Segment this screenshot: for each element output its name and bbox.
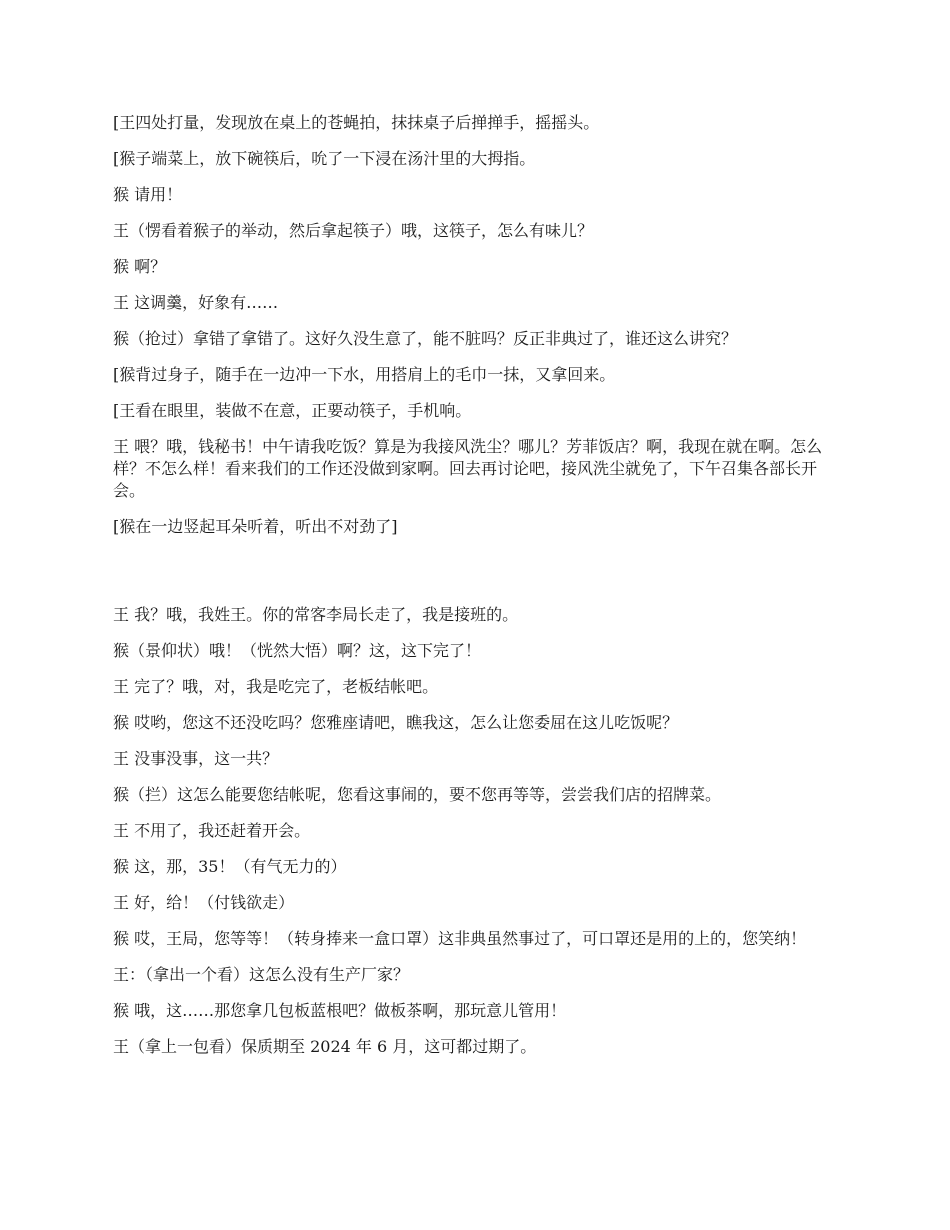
dialogue-line: 王 完了？哦，对，我是吃完了，老板结帐吧。 <box>113 677 439 696</box>
dialogue-line: 猴（抢过）拿错了拿错了。这好久没生意了，能不脏吗？反正非典过了，谁还这么讲究？ <box>113 329 738 348</box>
dialogue-line: 王 不用了，我还赶着开会。 <box>113 821 311 840</box>
stage-direction: [猴背过身子，随手在一边冲一下水，用搭肩上的毛巾一抹，又拿回来。 <box>113 365 616 384</box>
dialogue-line: 猴 请用！ <box>113 185 183 204</box>
dialogue-line: 猴 这，那，35！（有气无力的） <box>113 857 347 876</box>
section-spacer <box>113 552 843 604</box>
script-text <box>113 112 843 1072</box>
dialogue-line: 王 这调羹，好象有…… <box>113 293 279 312</box>
dialogue-line: 王 好，给！（付钱欲走） <box>113 893 295 912</box>
dialogue-line: 王：（拿出一个看）这怎么没有生产厂家？ <box>113 965 410 984</box>
dialogue-line: 猴 哎哟，您这不还没吃吗？您雅座请吧，瞧我这，怎么让您委屈在这儿吃饭呢？ <box>113 713 679 732</box>
dialogue-line: 王（拿上一包看）保质期至 2024 年 6 月，这可都过期了。 <box>113 1037 537 1056</box>
dialogue-line: 王（愣看着猴子的举动，然后拿起筷子）哦，这筷子，怎么有味儿？ <box>113 221 594 240</box>
stage-direction: [猴在一边竖起耳朵听着，听出不对劲了] <box>113 517 398 536</box>
dialogue-line: 猴（拦）这怎么能要您结帐呢，您看这事闹的，要不您再等等，尝尝我们店的招牌菜。 <box>113 785 722 804</box>
dialogue-line: 猴 哦，这……那您拿几包板蓝根吧？做板茶啊，那玩意儿管用！ <box>113 1001 567 1020</box>
stage-direction: [王四处打量，发现放在桌上的苍蝇拍，抹抹桌子后掸掸手，摇摇头。 <box>113 113 600 132</box>
dialogue-line: 猴 啊？ <box>113 257 167 276</box>
stage-direction: [王看在眼里，装做不在意，正要动筷子，手机响。 <box>113 401 472 420</box>
dialogue-line: 王 没事没事，这一共？ <box>113 749 279 768</box>
dialogue-line: 猴 哎，王局，您等等！（转身捧来一盒口罩）这非典虽然事过了，可口罩还是用的上的，您笑纳！ <box>113 929 807 948</box>
dialogue-line: 猴（景仰状）哦！（恍然大悟）啊？这，这下完了！ <box>113 641 482 660</box>
dialogue-line: 王 喂？哦，钱秘书！中午请我吃饭？算是为我接风洗尘？哪儿？芳菲饭店？啊，我现在就在啊。怎么样？不怎么样！看来我们的工作还没做到家啊。回去再讨论吧，接风洗尘就免了，下午召集各部长开会。 <box>113 437 823 500</box>
dialogue-line: 王 我？哦，我姓王。你的常客李局长走了，我是接班的。 <box>113 605 519 624</box>
stage-direction: [猴子端菜上，放下碗筷后，吮了一下浸在汤汁里的大拇指。 <box>113 149 536 168</box>
